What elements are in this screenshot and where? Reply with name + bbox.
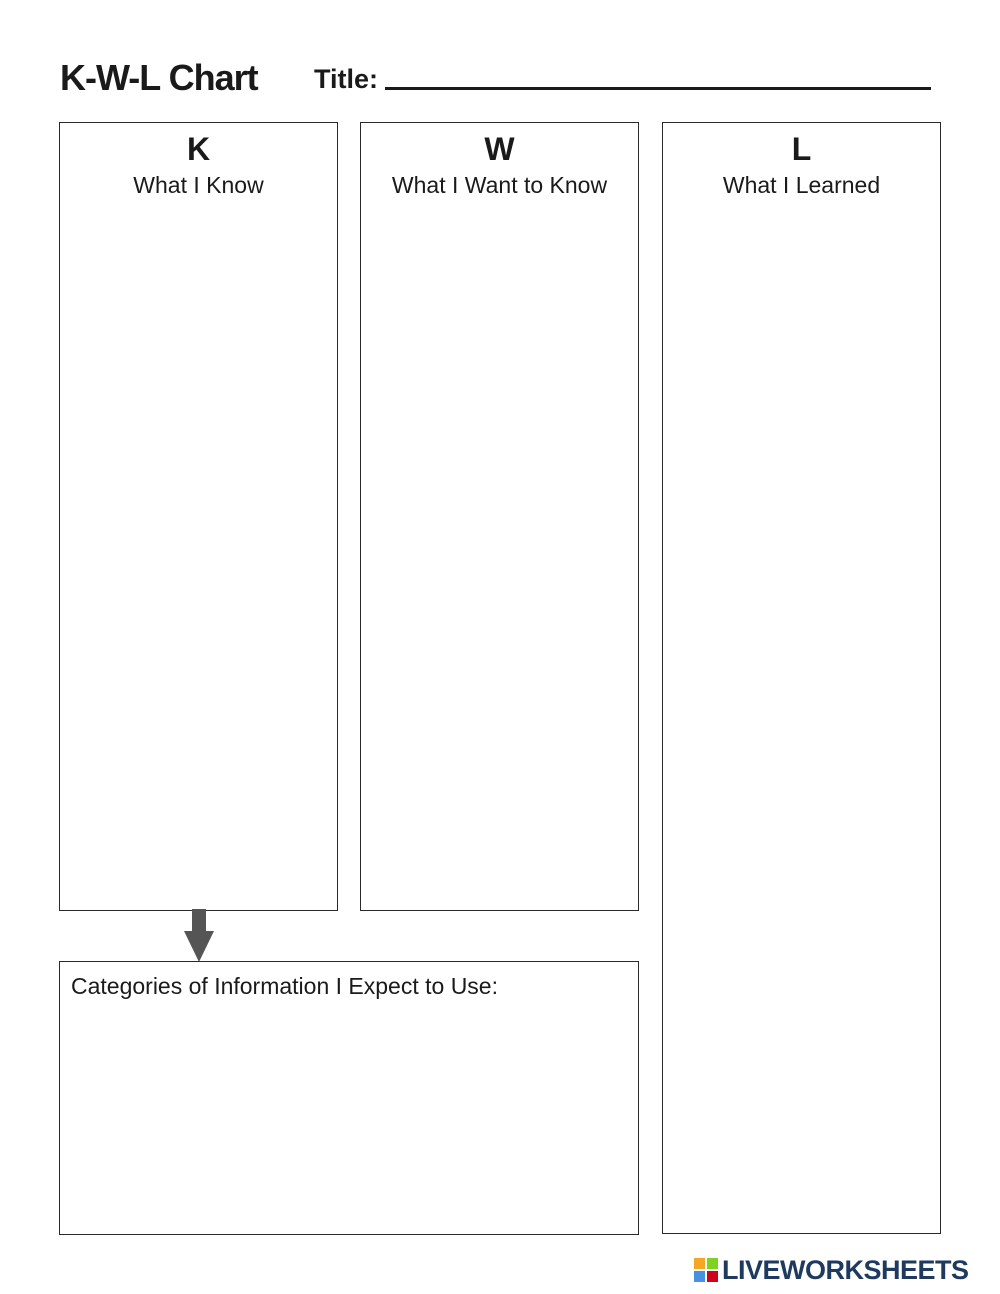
column-letter: L xyxy=(791,131,812,167)
column-know xyxy=(59,122,338,911)
column-subtitle: What I Want to Know xyxy=(391,172,608,198)
liveworksheets-logo[interactable] xyxy=(694,1254,969,1286)
categories-answer-field[interactable] xyxy=(68,1008,630,1226)
know-answer-field[interactable] xyxy=(66,209,331,904)
column-header xyxy=(361,123,638,201)
column-want-to-know xyxy=(360,122,639,911)
down-arrow-icon xyxy=(183,909,215,963)
column-learned xyxy=(662,122,941,1234)
column-subtitle: What I Learned xyxy=(722,172,881,198)
column-header xyxy=(60,123,337,201)
categories-label: Categories of Information I Expect to Use: xyxy=(71,973,498,999)
column-letter: W xyxy=(484,131,515,167)
want-to-know-answer-field[interactable] xyxy=(367,209,632,904)
logo-text: LIVEWORKSHEETS xyxy=(722,1255,969,1285)
learned-answer-field[interactable] xyxy=(669,209,934,1227)
column-letter: K xyxy=(186,131,211,167)
column-subtitle: What I Know xyxy=(133,172,264,198)
liveworksheets-logo-icon xyxy=(694,1258,718,1282)
title-input[interactable] xyxy=(385,56,931,90)
categories-box xyxy=(59,961,639,1235)
title-label: Title: xyxy=(314,64,379,94)
column-header xyxy=(663,123,940,201)
page-title: K-W-L Chart xyxy=(60,57,258,98)
